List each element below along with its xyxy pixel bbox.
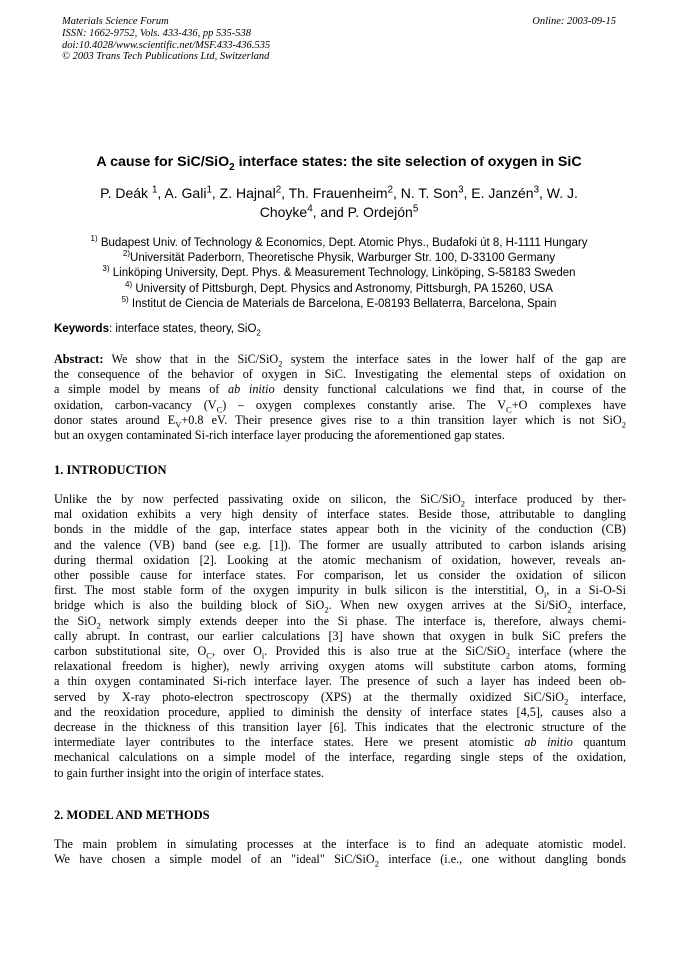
journal-issn: ISSN: 1662-9752, Vols. 433-436, pp 535-538 [62, 27, 251, 39]
abstract-line: a simple model by means of ab initio density functional calculations we find that, in course of the [54, 382, 626, 397]
introduction-text [54, 492, 626, 781]
abstract-line: Abstract: We show that in the SiC/SiO$_2$ system the interface sates in the lower half of the gap are [54, 352, 626, 369]
section-heading-model-and-methods: 2. MODEL AND METHODS [54, 808, 210, 822]
affiliation-list [40, 236, 638, 312]
affiliation-3: $^{3)}$ Linköping University, Dept. Phys. & Measurement Technology, Linköping, S-58183 Sweden [102, 264, 576, 280]
text-line: and the valence (VB) band (see e.g. [1]). The former are usually attributed to carbon islands arising [54, 537, 626, 552]
affiliation-4: $^{4)}$ University of Pittsburgh, Dept. Physics and Astronomy, Pittsburgh, PA 15260, USA [125, 279, 553, 295]
text-line: mal oxidation exhibits a very high density of interface states. Beside those, attributable to dangling [54, 507, 626, 522]
text-line: the SiO$_2$ network simply extends deeper into the Si phase. The interface is, therefore, always chemi- [54, 613, 627, 631]
journal-name: Materials Science Forum [62, 16, 169, 27]
text-line: relaxational freedom is higher), newly arriving oxygen atoms will substitute carbon atoms, forming [54, 659, 626, 674]
text-line: decrease in the thickness of this transition layer [6]. This indicates that the electronic structure of the [54, 720, 626, 735]
text-line: intermediate layer contributes to the interface states. Here we present atomistic ab initio quantum [54, 735, 626, 750]
abstract-line: donor states around $E_V+0.8$ eV. Their presence gives rise to a thin transition layer which is not SiO$_2$ [54, 412, 626, 430]
section-heading-introduction: 1. INTRODUCTION [54, 463, 167, 477]
text-line: bridge which is also the building block of SiO$_2$. When new oxygen arrives at the Si/SiO$_2$ interface, [54, 598, 626, 615]
keywords: Keywords: interface states, theory, SiO$_2$ [54, 323, 261, 338]
text-line: during thermal oxidation [2]. Looking at the atomic mechanism of oxidation, however, reveals an- [54, 552, 626, 567]
text-line: carbon substitutional site, $O_C$, over $O_i$. Provided this is also true at the SiC/SiO$_2$ interface (where the [54, 644, 626, 661]
affiliation-1: $^{1)}$ Budapest Univ. of Technology & Economics, Dept. Atomic Phys., Budafoki út 8, H-1111 Hungary [90, 234, 588, 249]
abstract-line: oxidation, carbon-vacancy $(V_C)$ – oxygen complexes constantly arise. The $V_C+O$ complexes have [54, 397, 626, 415]
text-line: cally abrupt. In contrast, our earlier calculations [3] have shown that oxygen in bulk SiC prefers the [54, 628, 626, 643]
author-line-2: Choyke$^4$, and P. Ordejón$^5$ [259, 203, 419, 220]
online-date: Online: 2003-09-15 [532, 16, 616, 27]
affiliation-2: $^{2)}$Universität Paderborn, Theoretische Physik, Warburger Str. 100, D-33100 Germany [122, 249, 556, 265]
methods-text [54, 837, 626, 867]
paper-title: A cause for SiC/SiO$_2$ interface states: the site selection of oxygen in SiC [96, 154, 582, 173]
text-line: Unlike the by now perfected passivating oxide on silicon, the SiC/SiO$_2$ interface produced by ther- [54, 492, 626, 509]
text-line: first. The most stable form of the oxygen impurity in bulk silicon is the interstitial, $O_i$, in a Si-O-Si [54, 583, 627, 600]
keywords-label: Keywords [54, 323, 109, 335]
abstract [54, 352, 626, 443]
author-list [54, 184, 624, 222]
text-line: The main problem in simulating processes at the interface is to find an adequate atomistic model. [54, 837, 626, 851]
text-line: to gain further insight into the origin of interface states. [54, 765, 325, 780]
abstract-line: but an oxygen contaminated Si-rich interface layer producing the aforementioned gap states. [54, 428, 505, 443]
journal-doi: doi:10.4028/www.scientific.net/MSF.433-436.535 [62, 39, 271, 51]
text-line: We have chosen a simple model of an "ideal" SiC/SiO$_2$ interface (i.e., one without dangling bonds [54, 852, 626, 869]
text-line: mechanical calculations on a simple model of the interface, regarding single steps of the oxidation, [54, 750, 626, 765]
text-line: other possible cause for interface states. For comparison, let us consider the oxidation of silicon [54, 568, 626, 583]
abstract-label: Abstract: [54, 352, 104, 366]
affiliation-5: $^{5)}$ Institut de Ciencia de Materials de Barcelona, E-08193 Bellaterra, Barcelona, Spain [121, 294, 557, 310]
text-line: and the reoxidation procedure, applied to diminish the density of interface states [4,5], causes also a [54, 704, 626, 719]
journal-header [62, 16, 270, 63]
text-line: a thin oxygen contaminated Si-rich interface layer. The presence of such a layer has indeed been ob- [54, 674, 626, 689]
journal-copyright: © 2003 Trans Tech Publications Ltd, Switzerland [62, 51, 270, 63]
author-line-1: P. Deák $^1$, A. Gali$^1$, Z. Hajnal$^2$, Th. Frauenheim$^2$, N. T. Son$^3$, E. Janzén$^3$, W. J. [100, 184, 578, 201]
text-line: bonds in the middle of the gap, interface states appear both in the vicinity of the conduction (CB) [54, 522, 626, 537]
text-line: served by X-ray photo-electron spectroscopy (XPS) at the thermally oxidized SiC/SiO$_2$ interface, [54, 689, 626, 707]
abstract-line: the consequence of the behavior of oxygen in SiC. Investigating the elemental steps of oxidation on [54, 367, 626, 382]
